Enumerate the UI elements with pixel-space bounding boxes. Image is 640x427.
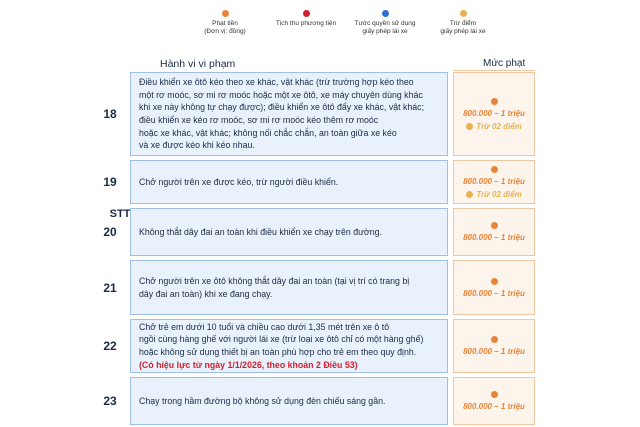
legend-label: Tước quyền sử dụng giấy phép lái xe <box>354 20 416 35</box>
fine-amount: 800.000 – 1 triệu <box>463 108 525 118</box>
description-line: Điều khiển xe ôtô kéo theo xe khác, vật khác (trừ trường hợp kéo theo <box>139 77 414 88</box>
points-dot-icon <box>466 191 473 198</box>
table-row <box>95 160 535 204</box>
fine-dot-icon <box>222 10 229 17</box>
fine-dot-icon <box>491 278 498 285</box>
table-row <box>95 377 535 425</box>
fine-amount: 800.000 – 1 triệu <box>463 402 525 411</box>
description-line: Chở trẻ em dưới 10 tuổi và chiều cao dưới 1,35 mét trên xe ô tô <box>139 321 390 332</box>
points-deduction <box>466 190 522 199</box>
row-number: 18 <box>103 107 117 121</box>
points-label: Trừ 02 điểm <box>476 121 522 131</box>
penalty-cell <box>453 260 535 315</box>
fine-dot-icon <box>491 98 498 105</box>
effective-date-note: (Có hiệu lực từ ngày 1/1/2026, theo khoản 2 Điều 53) <box>139 359 358 370</box>
row-number: 21 <box>103 280 117 295</box>
points-label: Trừ 02 điểm <box>476 189 522 199</box>
fine-dot-icon <box>491 222 498 229</box>
header-violation: Hành vi vi phạm <box>160 58 236 70</box>
row-number: 23 <box>103 394 117 408</box>
description-line: và xe được kéo khi kéo nhau. <box>139 140 255 151</box>
penalty-cell <box>453 160 535 204</box>
description-line: một rơ moóc, sơ mi rơ moóc hoặc một xe ôtô, xe máy chuyên dùng khác <box>139 89 423 100</box>
description-line: Chở người trên xe được kéo, trừ người điều khiển. <box>139 176 339 187</box>
description-line: Không thắt dây đai an toàn khi điều khiển xe chạy trên đường. <box>139 226 382 237</box>
header-stt: STT <box>109 207 131 220</box>
header-penalty: Mức phạt <box>483 58 526 69</box>
legend-label: Trừ điểm giấy phép lái xe <box>440 20 486 35</box>
fine-dot-icon <box>491 336 498 343</box>
description-line: hoặc xe khác, vật khác; không nối chắc chắn, an toàn giữa xe kéo <box>139 127 397 138</box>
legend <box>0 4 640 50</box>
violation-description <box>130 260 448 315</box>
legend-label: Tịch thu phương tiện <box>275 20 337 27</box>
row-number: 22 <box>103 339 117 353</box>
fine-amount: 800.000 – 1 triệu <box>463 288 525 298</box>
table-row <box>95 208 535 256</box>
description-line: Chạy trong hầm đường bộ không sử dụng đèn chiếu sáng gần. <box>139 395 386 406</box>
row-number: 20 <box>103 225 117 239</box>
penalty-cell <box>453 377 535 425</box>
description-line: dây đai an toàn) khi xe đang chạy. <box>139 288 273 299</box>
violation-description <box>130 208 448 256</box>
row-number: 19 <box>103 175 117 189</box>
fine-amount: 800.000 – 1 triệu <box>463 176 525 186</box>
points-dot-icon <box>466 123 473 130</box>
license-revoke-dot-icon <box>382 10 389 17</box>
description-line: hoặc không sử dụng thiết bị an toàn phù hợp cho trẻ em theo quy định. <box>139 347 417 357</box>
confiscation-dot-icon <box>303 10 310 17</box>
fine-amount: 800.000 – 1 triệu <box>463 347 525 356</box>
penalty-cell <box>453 319 535 373</box>
points-dot-icon <box>460 10 467 17</box>
penalty-cell <box>453 208 535 256</box>
fine-dot-icon <box>491 166 498 173</box>
table-row <box>95 319 535 373</box>
legend-label: Phạt tiền (Đơn vị: đồng) <box>204 20 246 35</box>
violation-description <box>130 72 448 156</box>
description-line: ngồi cùng hàng ghế với người lái xe (trừ loại xe ôtô chỉ có một hàng ghế) <box>139 334 424 345</box>
table-row <box>95 72 535 156</box>
table-row <box>95 260 535 315</box>
description-line: điều khiển xe kéo rơ moóc, sơ mi rơ moóc kéo thêm rơ moóc <box>139 115 379 125</box>
violation-description <box>130 377 448 425</box>
penalty-column-top-border <box>453 70 535 71</box>
description-line: khi xe này không tự chạy được); điều khiển xe ôtô đẩy xe khác, vật khác; <box>139 102 425 113</box>
description-line: Chở người trên xe ôtô không thắt dây đai an toàn (tại vị trí có trang bị <box>139 275 410 286</box>
fine-amount: 800.000 – 1 triệu <box>463 233 525 242</box>
violation-description <box>130 160 448 204</box>
points-deduction <box>466 122 522 131</box>
fine-dot-icon <box>491 391 498 398</box>
legend-item-points <box>408 4 518 35</box>
penalty-cell <box>453 72 535 156</box>
violation-description <box>130 319 448 373</box>
